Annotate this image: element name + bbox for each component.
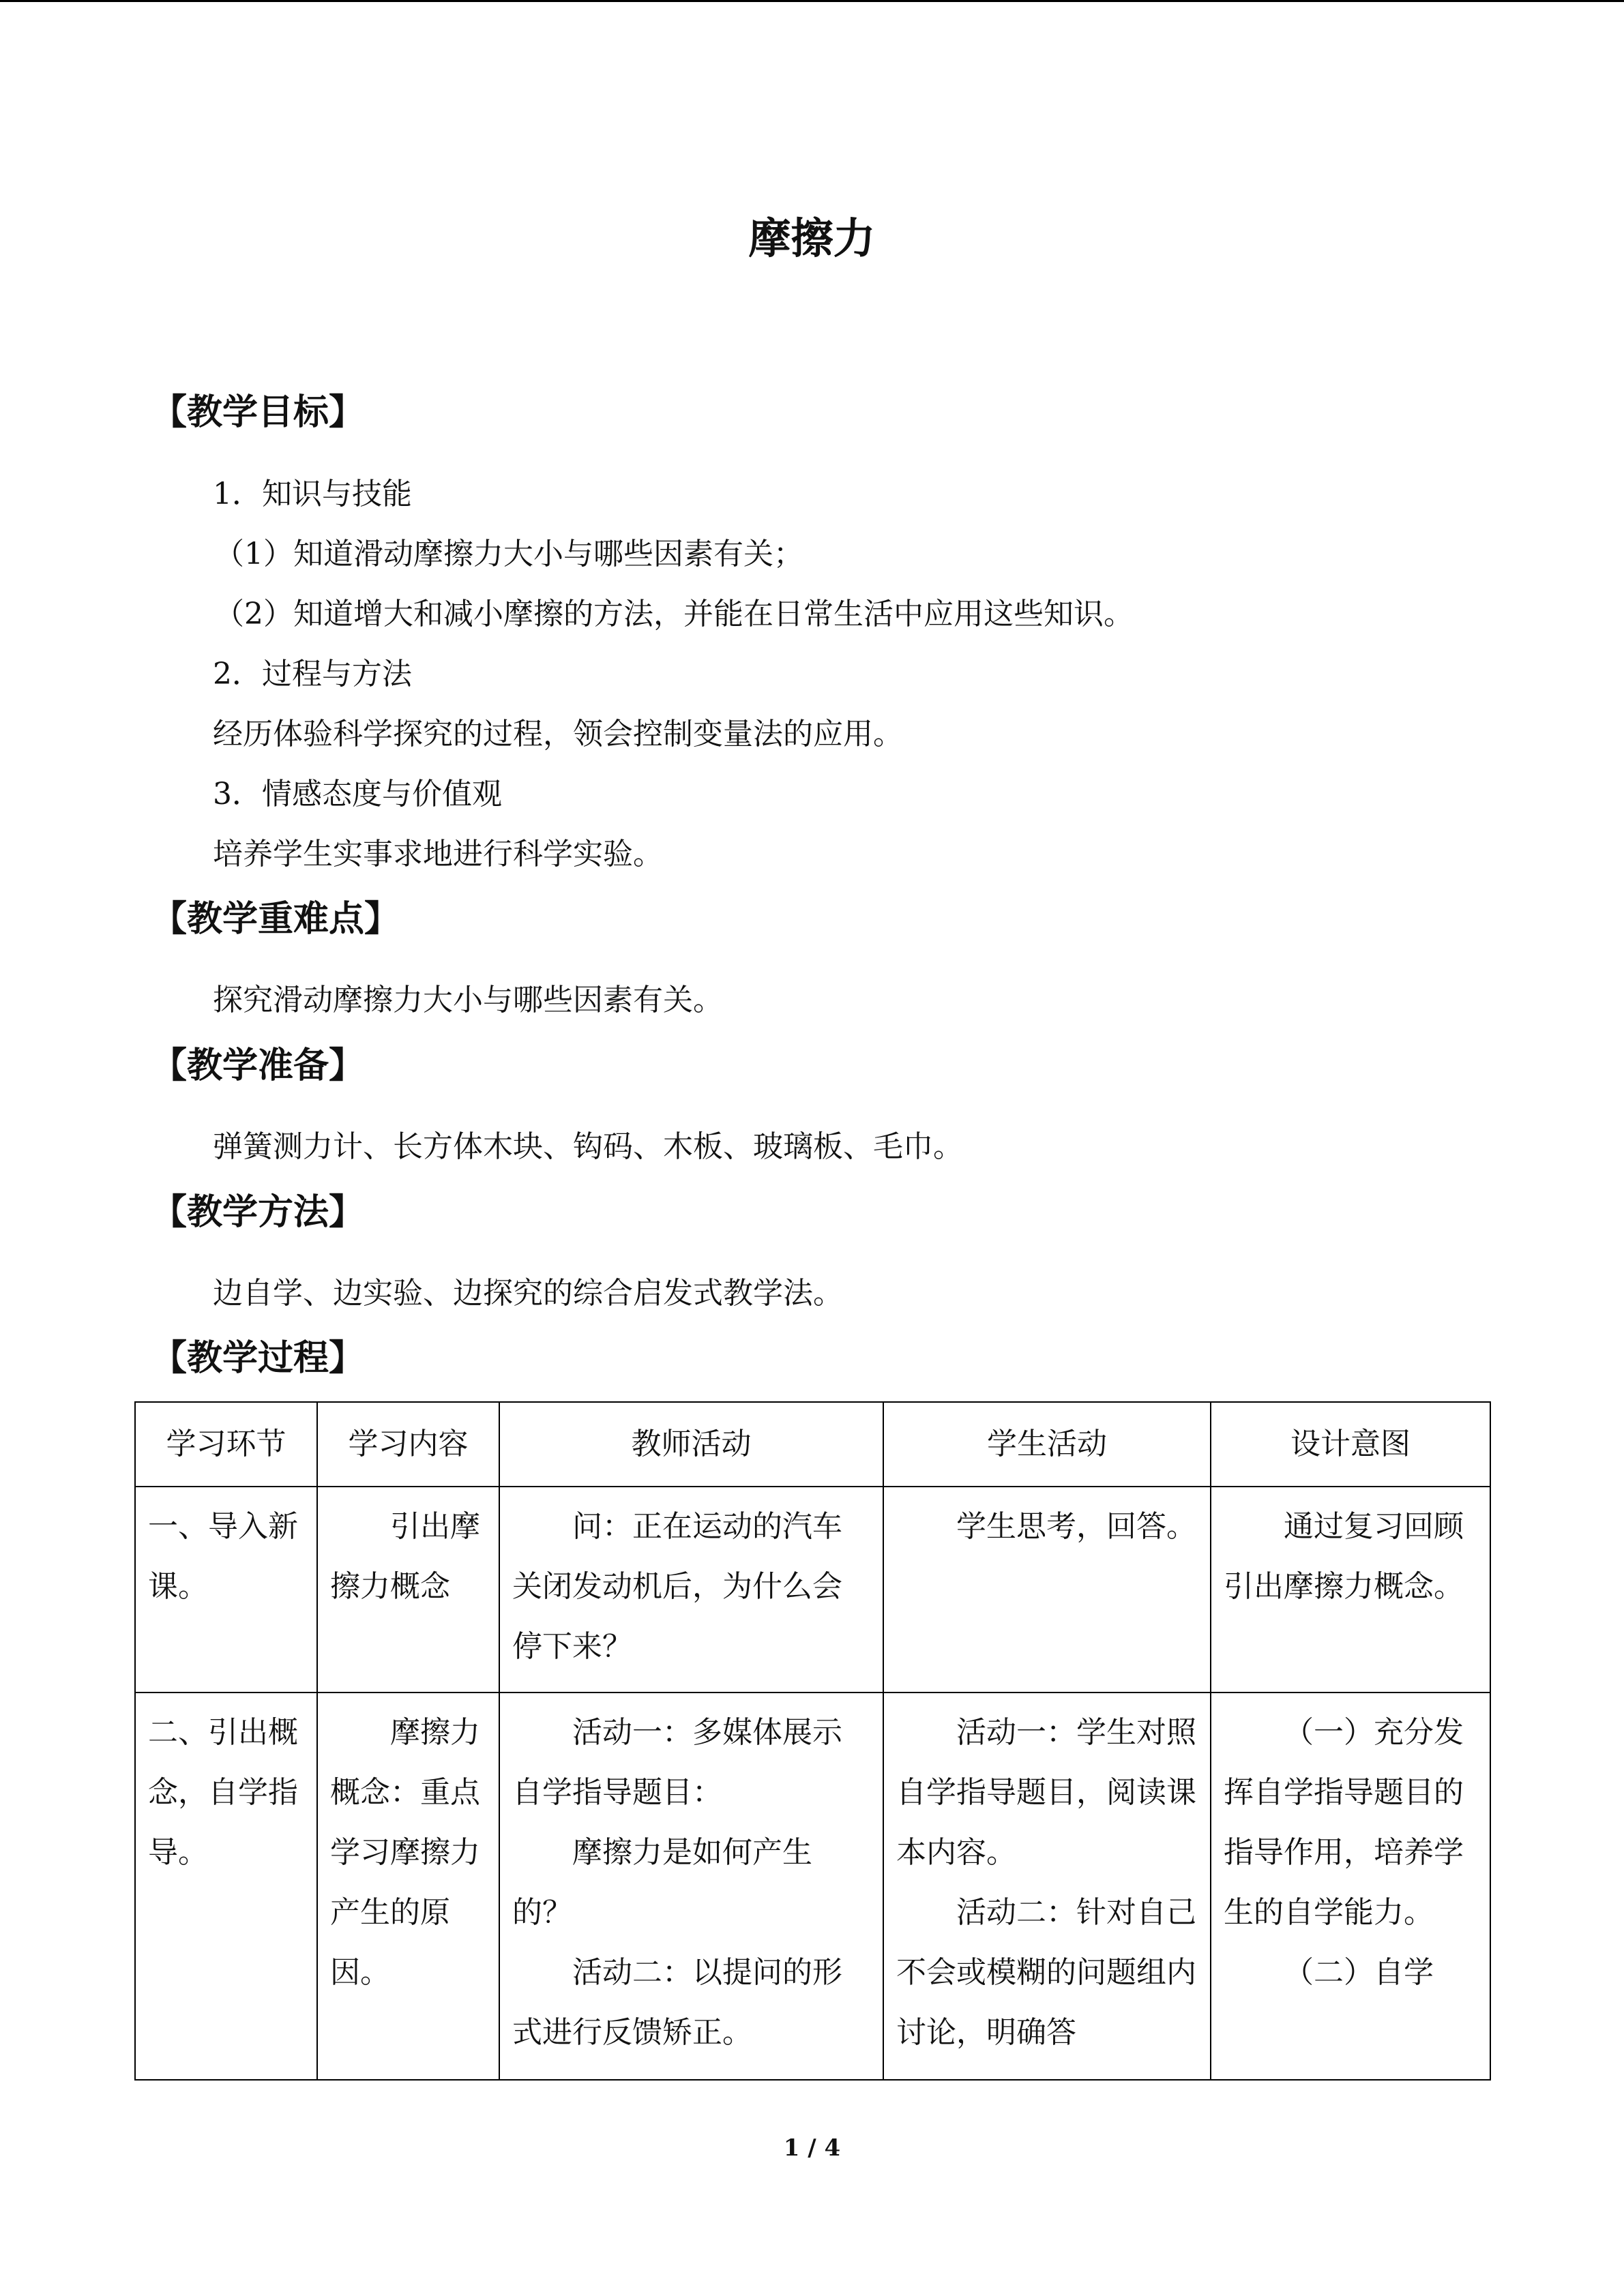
goal-line: （2）知道增大和减小摩擦的方法，并能在日常生活中应用这些知识。 [214,597,1134,631]
intent-cell: 通过复习回顾引出摩擦力概念。 [1211,1487,1490,1693]
goal-line: 3．情感态度与价值观 [213,777,502,811]
student-cell: 活动一：学生对照自学指导题目，阅读课本内容。 活动二：针对自己不会或模糊的问题组内讨论，明确答 [883,1693,1211,2080]
method-text: 边自学、边实验、边探究的综合启发式教学法。 [213,1276,843,1311]
teacher-cell: 活动一：多媒体展示自学指导题目： 摩擦力是如何产生的？ 活动二：以提问的形式进行反馈矫正。 [499,1693,883,2080]
goal-line: 2．过程与方法 [213,657,412,691]
header-cell: 教师活动 [499,1402,883,1487]
process-table [134,1401,1491,2081]
page-number: 1 / 4 [783,2134,841,2162]
page-title: 摩擦力 [748,213,876,263]
heading-goals: 【教学目标】 [151,391,365,433]
content-cell: 引出摩擦力概念 [317,1487,499,1693]
table-header-row [135,1402,1490,1487]
teacher-cell: 问：正在运动的汽车关闭发动机后，为什么会停下来？ [499,1487,883,1693]
stage-cell: 二、引出概念，自学指导。 [135,1693,317,2080]
table-row [135,1693,1490,2080]
goal-line: 培养学生实事求地进行科学实验。 [213,837,663,871]
heading-key-points: 【教学重难点】 [151,898,400,940]
student-cell: 学生思考，回答。 [883,1487,1211,1693]
stage-cell: 一、导入新课。 [135,1487,317,1693]
header-cell: 学生活动 [883,1402,1211,1487]
heading-preparation: 【教学准备】 [151,1045,365,1086]
heading-process: 【教学过程】 [151,1337,365,1379]
header-cell: 学习内容 [317,1402,499,1487]
top-border-line [0,0,1624,2]
intent-cell: （一）充分发挥自学指导题目的指导作用，培养学生的自学能力。 （二）自学 [1211,1693,1490,2080]
preparation-text: 弹簧测力计、长方体木块、钩码、木板、玻璃板、毛巾。 [213,1129,963,1164]
table-row [135,1487,1490,1693]
key-points-text: 探究滑动摩擦力大小与哪些因素有关。 [213,983,723,1017]
goal-line: 1．知识与技能 [213,477,412,511]
header-cell: 设计意图 [1211,1402,1490,1487]
goal-line: 经历体验科学探究的过程，领会控制变量法的应用。 [213,717,903,751]
goal-line: （1）知道滑动摩擦力大小与哪些因素有关； [214,537,803,571]
heading-method: 【教学方法】 [151,1191,365,1233]
content-cell: 摩擦力概念：重点学习摩擦力产生的原因。 [317,1693,499,2080]
header-cell: 学习环节 [135,1402,317,1487]
